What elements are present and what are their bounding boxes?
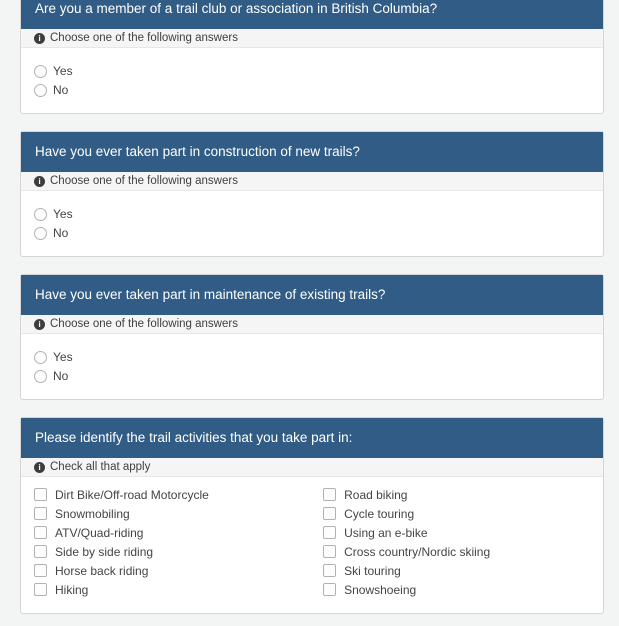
checkbox-option-label[interactable]: Side by side riding bbox=[55, 544, 154, 559]
question-tip-text: Check all that apply bbox=[50, 461, 151, 473]
radio-button-icon[interactable] bbox=[34, 208, 47, 221]
checkbox-icon[interactable] bbox=[323, 507, 336, 520]
checkbox-option-label[interactable]: Ski touring bbox=[344, 563, 401, 578]
question-title: Have you ever taken part in maintenance of existing trails? bbox=[21, 275, 603, 315]
radio-option-yes[interactable] bbox=[34, 348, 590, 366]
radio-button-icon[interactable] bbox=[34, 227, 47, 240]
checkbox-option-label[interactable]: Using an e-bike bbox=[344, 525, 428, 540]
question-panel-trail-construction bbox=[20, 131, 604, 257]
radio-button-icon[interactable] bbox=[34, 370, 47, 383]
question-tip-strip bbox=[21, 315, 603, 334]
radio-option-label[interactable]: Yes bbox=[53, 64, 73, 78]
checkbox-option-label[interactable]: Road biking bbox=[344, 487, 408, 502]
checkbox-option-hiking[interactable] bbox=[34, 580, 323, 599]
checkbox-icon[interactable] bbox=[323, 564, 336, 577]
radio-button-icon[interactable] bbox=[34, 351, 47, 364]
checkbox-option-ski-touring[interactable] bbox=[323, 561, 590, 580]
checkbox-option-road-biking[interactable] bbox=[323, 485, 590, 504]
checkbox-icon[interactable] bbox=[323, 545, 336, 558]
radio-option-label[interactable]: No bbox=[53, 369, 69, 383]
checkbox-option-label[interactable]: Snowshoeing bbox=[344, 582, 417, 597]
question-title: Are you a member of a trail club or association in British Columbia? bbox=[21, 0, 603, 29]
radio-option-no[interactable] bbox=[34, 81, 590, 99]
info-circle-icon: i bbox=[34, 176, 45, 187]
question-tip-strip bbox=[21, 172, 603, 191]
checkbox-icon[interactable] bbox=[323, 488, 336, 501]
question-panel-trail-club-member bbox=[20, 0, 604, 114]
radio-option-no[interactable] bbox=[34, 367, 590, 385]
answers-list bbox=[21, 48, 603, 113]
radio-button-icon[interactable] bbox=[34, 65, 47, 78]
checkbox-option-horse-back[interactable] bbox=[34, 561, 323, 580]
checkbox-option-label[interactable]: Snowmobiling bbox=[55, 506, 130, 521]
info-circle-icon: i bbox=[34, 319, 45, 330]
info-circle-icon: i bbox=[34, 462, 45, 473]
checkbox-option-side-by-side[interactable] bbox=[34, 542, 323, 561]
checkbox-icon[interactable] bbox=[34, 526, 47, 539]
question-title: Please identify the trail activities that you take part in: bbox=[21, 418, 603, 458]
checkbox-option-snowmobiling[interactable] bbox=[34, 504, 323, 523]
radio-option-label[interactable]: Yes bbox=[53, 207, 73, 221]
checkbox-option-e-bike[interactable] bbox=[323, 523, 590, 542]
checkbox-option-label[interactable]: Dirt Bike/Off-road Motorcycle bbox=[55, 487, 209, 502]
radio-option-no[interactable] bbox=[34, 224, 590, 242]
checkbox-option-label[interactable]: Horse back riding bbox=[55, 563, 149, 578]
checkbox-icon[interactable] bbox=[34, 564, 47, 577]
radio-option-yes[interactable] bbox=[34, 62, 590, 80]
question-title: Have you ever taken part in construction of new trails? bbox=[21, 132, 603, 172]
checkbox-option-atv-quad[interactable] bbox=[34, 523, 323, 542]
checkbox-icon[interactable] bbox=[34, 545, 47, 558]
checkbox-option-cycle-touring[interactable] bbox=[323, 504, 590, 523]
checkbox-option-snowshoeing[interactable] bbox=[323, 580, 590, 599]
checkbox-icon[interactable] bbox=[323, 526, 336, 539]
checkbox-option-nordic-skiing[interactable] bbox=[323, 542, 590, 561]
checkbox-option-label[interactable]: Hiking bbox=[55, 582, 89, 597]
question-panel-trail-activities bbox=[20, 417, 604, 614]
answers-list bbox=[21, 191, 603, 256]
radio-option-yes[interactable] bbox=[34, 205, 590, 223]
checkbox-option-label[interactable]: ATV/Quad-riding bbox=[55, 525, 144, 540]
question-panel-trail-maintenance bbox=[20, 274, 604, 400]
radio-option-label[interactable]: Yes bbox=[53, 350, 73, 364]
radio-option-label[interactable]: No bbox=[53, 226, 69, 240]
checkbox-option-label[interactable]: Cycle touring bbox=[344, 506, 415, 521]
radio-option-label[interactable]: No bbox=[53, 83, 69, 97]
checkbox-option-label[interactable]: Cross country/Nordic skiing bbox=[344, 544, 491, 559]
answers-list bbox=[21, 334, 603, 399]
question-tip-strip bbox=[21, 458, 603, 477]
question-tip-text: Choose one of the following answers bbox=[50, 318, 238, 330]
radio-button-icon[interactable] bbox=[34, 84, 47, 97]
checkbox-icon[interactable] bbox=[34, 583, 47, 596]
answers-grid bbox=[21, 477, 603, 613]
question-tip-text: Choose one of the following answers bbox=[50, 32, 238, 44]
survey-page bbox=[20, 0, 604, 614]
info-circle-icon: i bbox=[34, 33, 45, 44]
checkbox-option-dirt-bike[interactable] bbox=[34, 485, 323, 504]
checkbox-icon[interactable] bbox=[323, 583, 336, 596]
checkbox-icon[interactable] bbox=[34, 488, 47, 501]
question-tip-text: Choose one of the following answers bbox=[50, 175, 238, 187]
checkbox-icon[interactable] bbox=[34, 507, 47, 520]
question-tip-strip bbox=[21, 29, 603, 48]
